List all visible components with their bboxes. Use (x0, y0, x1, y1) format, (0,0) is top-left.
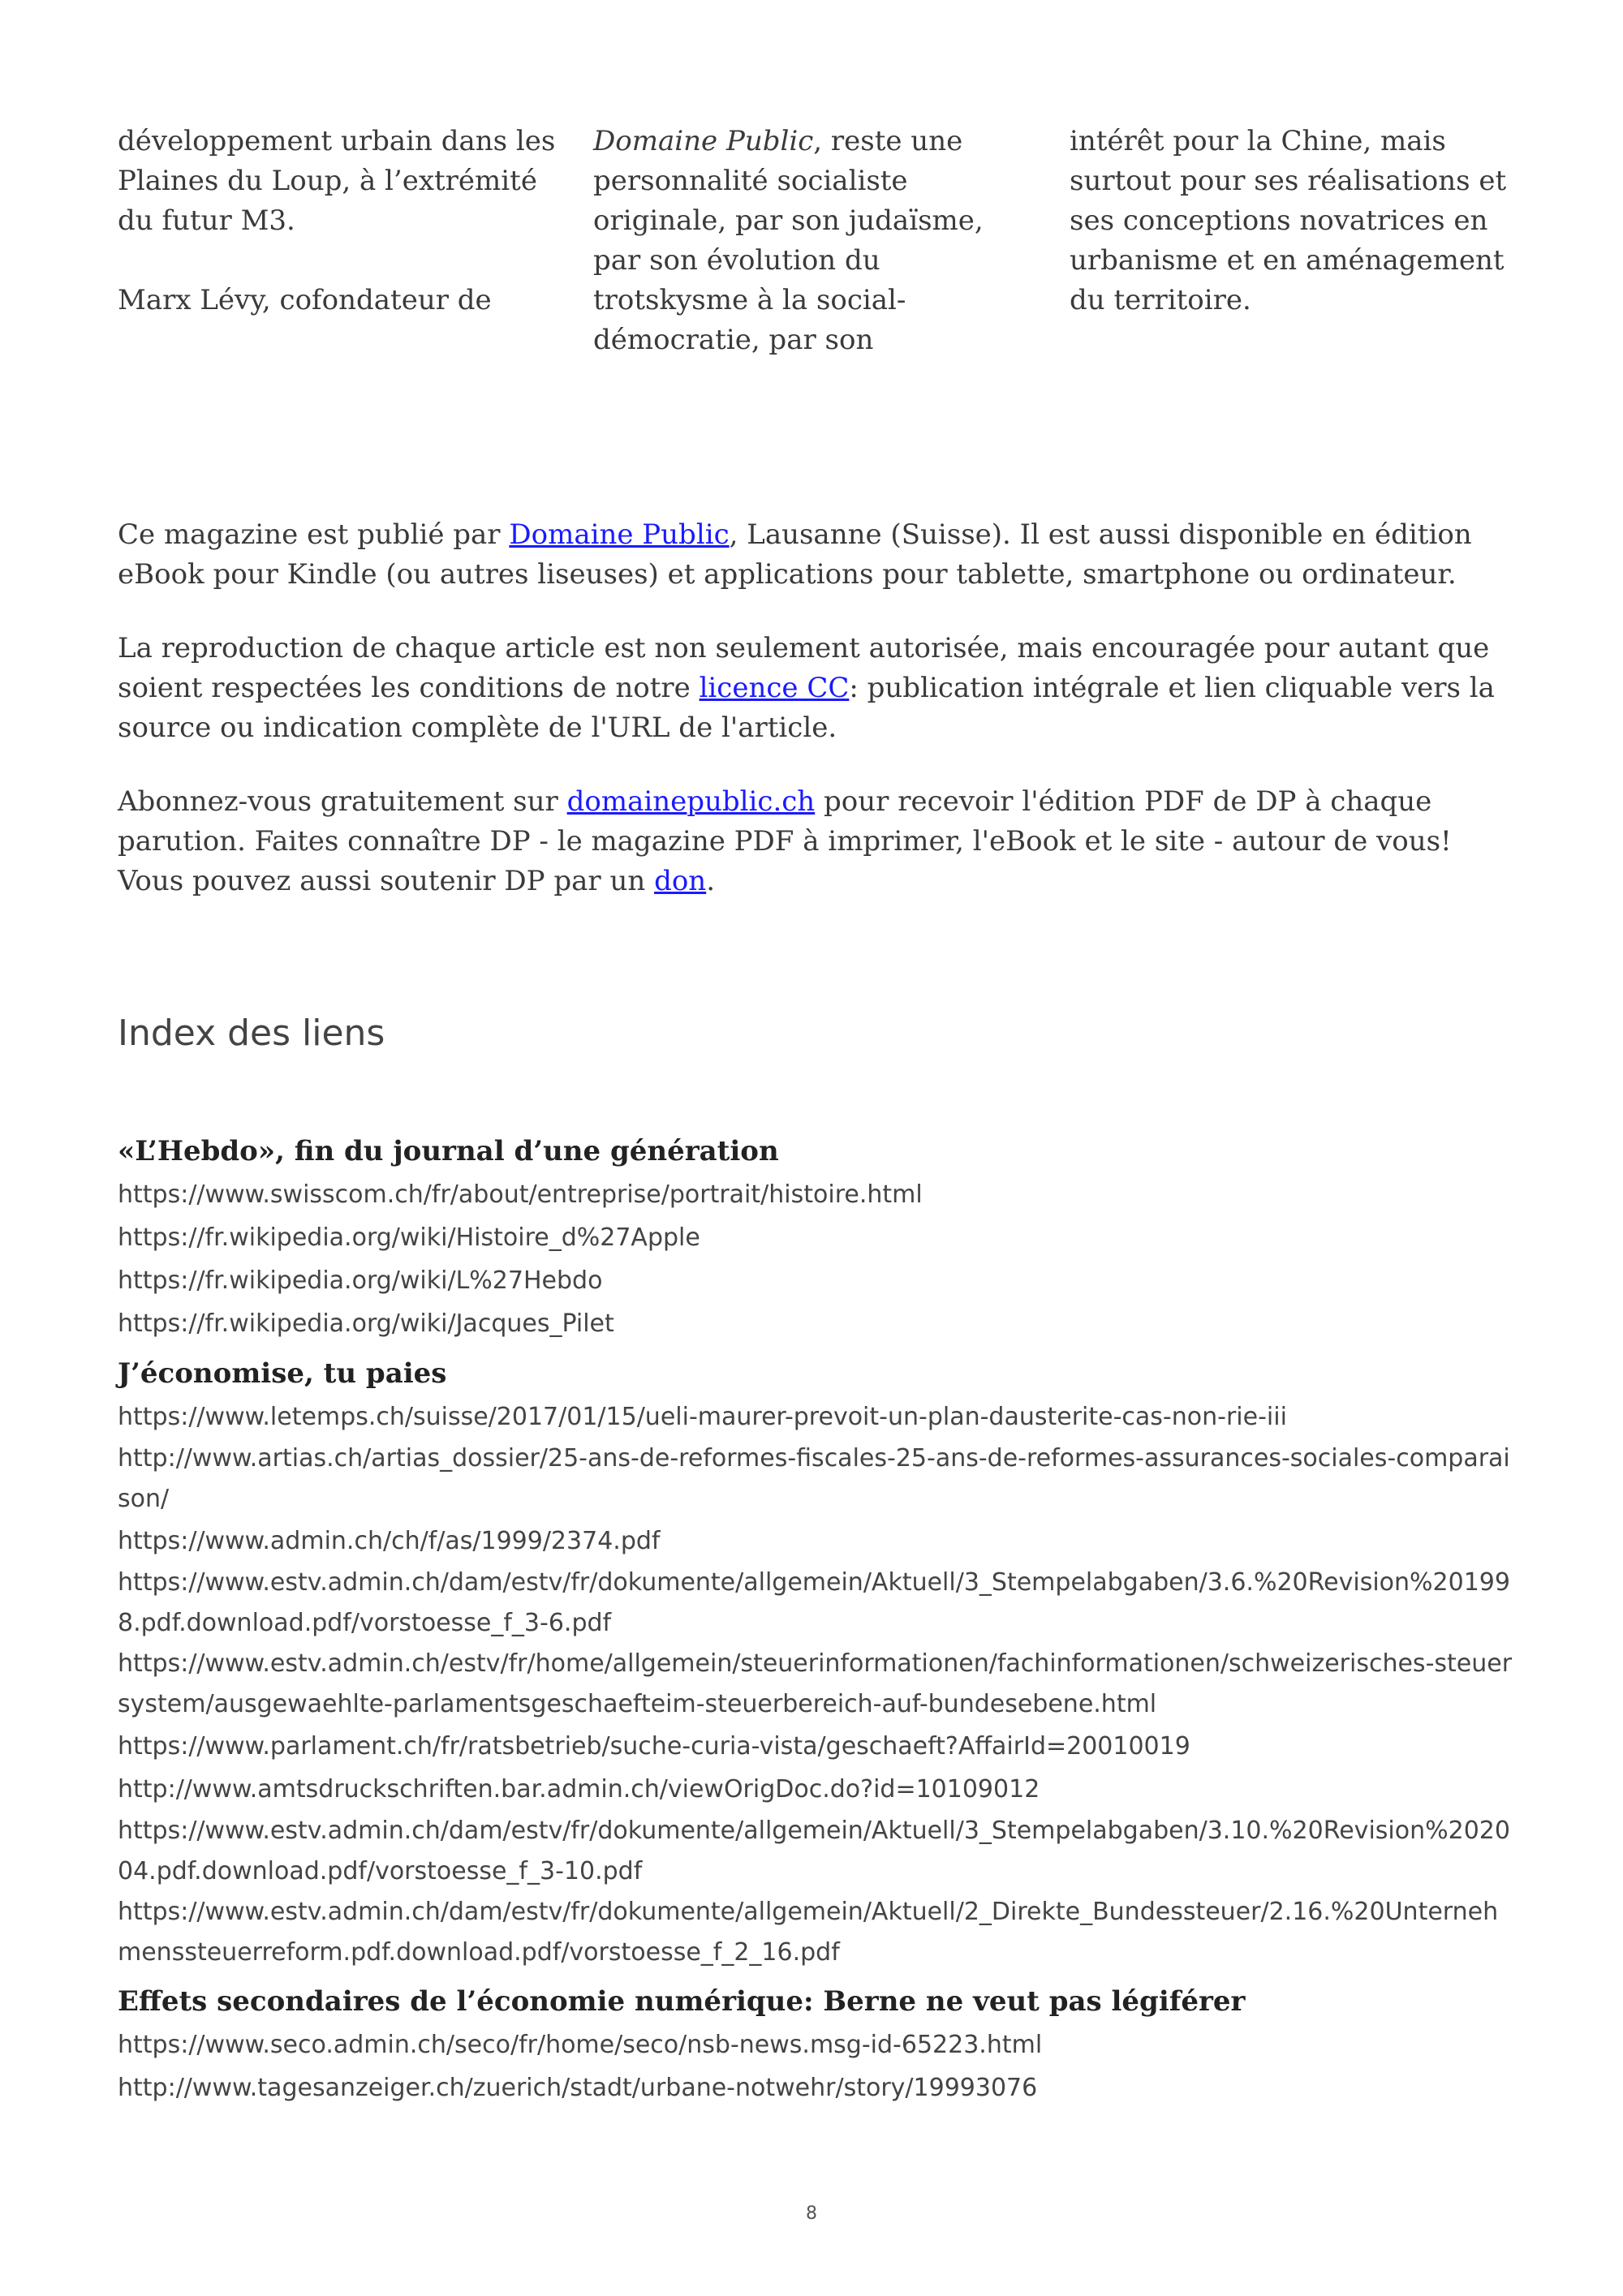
article-column-2 (593, 122, 1035, 400)
licence-cc-link[interactable]: licence CC (699, 672, 850, 704)
donation-link[interactable]: don (654, 865, 707, 897)
domainepublic-site-link[interactable]: domainepublic.ch (566, 785, 816, 818)
notice-text: pour recevoir l'édition PDF de DP à chaque parution. Faites connaître DP - le magazine PDF à imprimer, l'eBook et le site - autour de vous! Vous pouvez aussi soutenir DP par un (118, 785, 1452, 897)
index-section-title: «L’Hebdo», fin du journal d’une génération (118, 1135, 779, 1167)
notice-text: Ce magazine est publié par (118, 518, 510, 551)
index-link[interactable]: https://www.seco.admin.ch/seco/fr/home/seco/nsb-news.msg-id-65223.html (118, 2031, 1043, 2059)
index-link[interactable]: https://fr.wikipedia.org/wiki/Jacques_Pilet (118, 1309, 614, 1338)
index-link[interactable]: https://www.admin.ch/ch/f/as/1999/2374.pdf (118, 1527, 661, 1555)
notice-text: Abonnez-vous gratuitement sur (118, 785, 567, 818)
index-section-title: Effets secondaires de l’économie numérique: Berne ne veut pas légiférer (118, 1985, 1246, 2018)
publisher-notice (118, 515, 1513, 935)
domaine-public-link[interactable]: Domaine Public (509, 518, 730, 551)
page-number: 8 (806, 2204, 817, 2224)
article-column-3 (1070, 122, 1512, 360)
index-link[interactable]: https://fr.wikipedia.org/wiki/L%27Hebdo (118, 1266, 603, 1295)
notice-paragraph (118, 629, 1513, 748)
article-paragraph: développement urbain dans les Plaines du Loup, à l’extrémité du futur M3. (118, 125, 556, 237)
notice-text: . (706, 865, 716, 897)
index-link[interactable]: http://www.amtsdruckschriften.bar.admin.ch/viewOrigDoc.do?id=10109012 (118, 1775, 1040, 1804)
article-paragraph: intérêt pour la Chine, mais surtout pour ses réalisations et ses conceptions novatrices en urbanisme et en aménagement du territoire. (1070, 125, 1507, 316)
link-index (118, 1129, 1513, 2109)
publication-name: Domaine Public (593, 125, 814, 157)
notice-paragraph (118, 782, 1513, 901)
article-paragraph (593, 122, 1035, 360)
index-link[interactable]: https://www.estv.admin.ch/dam/estv/fr/dokumente/allgemein/Aktuell/2_Direkte_Bundessteuer/2.16.%20Unternehmenssteuerreform.pdf.download.pdf/vorstoesse_f_2_16.pdf (118, 1898, 1499, 1967)
index-link[interactable]: https://www.estv.admin.ch/dam/estv/fr/dokumente/allgemein/Aktuell/3_Stempelabgaben/3.6.%20Revision%201998.pdf.download.pdf/vorstoesse_f_3-6.pdf (118, 1568, 1510, 1637)
index-link[interactable]: http://www.tagesanzeiger.ch/zuerich/stadt/urbane-notwehr/story/19993076 (118, 2074, 1038, 2102)
notice-paragraph (118, 515, 1513, 595)
notice-text: , Lausanne (Suisse). Il est aussi disponible en édition eBook pour Kindle (ou autres liseuses) et applications pour tablette, smartphone ou ordinateur. (118, 518, 1472, 591)
notice-text: La reproduction de chaque article est non seulement autorisée, mais encouragée pour autant que soient respectées les conditions de notre (118, 632, 1490, 704)
index-link[interactable]: https://www.estv.admin.ch/estv/fr/home/allgemein/steuerinformationen/fachinformationen/schweizerisches-steuersystem/ausgewaehlte-parlamentsgeschaefteim-steuerbereich-auf-bundesebene.html (118, 1649, 1513, 1718)
index-link[interactable]: https://www.parlament.ch/fr/ratsbetrieb/suche-curia-vista/geschaeft?AffairId=20010019 (118, 1732, 1190, 1761)
article-text: , reste une personnalité socialiste originale, par son judaïsme, par son évolution du trotskysme à la social-démocratie, par son (593, 125, 984, 356)
article-tail-columns (118, 122, 1513, 356)
index-link[interactable]: https://fr.wikipedia.org/wiki/Histoire_d%27Apple (118, 1223, 700, 1252)
article-paragraph: Marx Lévy, cofondateur de (118, 284, 492, 316)
notice-text: : publication intégrale et lien cliquable vers la source ou indication complète de l'URL de l'article. (118, 672, 1495, 744)
index-link[interactable]: https://www.letemps.ch/suisse/2017/01/15/ueli-maurer-prevoit-un-plan-dausterite-cas-non-rie-iii (118, 1403, 1287, 1431)
index-title: Index des liens (118, 1013, 385, 1054)
article-column-1 (118, 122, 560, 360)
index-section-title: J’économise, tu paies (118, 1357, 447, 1390)
index-link[interactable]: https://www.swisscom.ch/fr/about/entreprise/portrait/histoire.html (118, 1180, 923, 1209)
index-link[interactable]: https://www.estv.admin.ch/dam/estv/fr/dokumente/allgemein/Aktuell/3_Stempelabgaben/3.10.%20Revision%202004.pdf.download.pdf/vorstoesse_f_3-10.pdf (118, 1817, 1510, 1885)
index-link[interactable]: http://www.artias.ch/artias_dossier/25-ans-de-reformes-fiscales-25-ans-de-reformes-assurances-sociales-comparaison/ (118, 1444, 1510, 1513)
